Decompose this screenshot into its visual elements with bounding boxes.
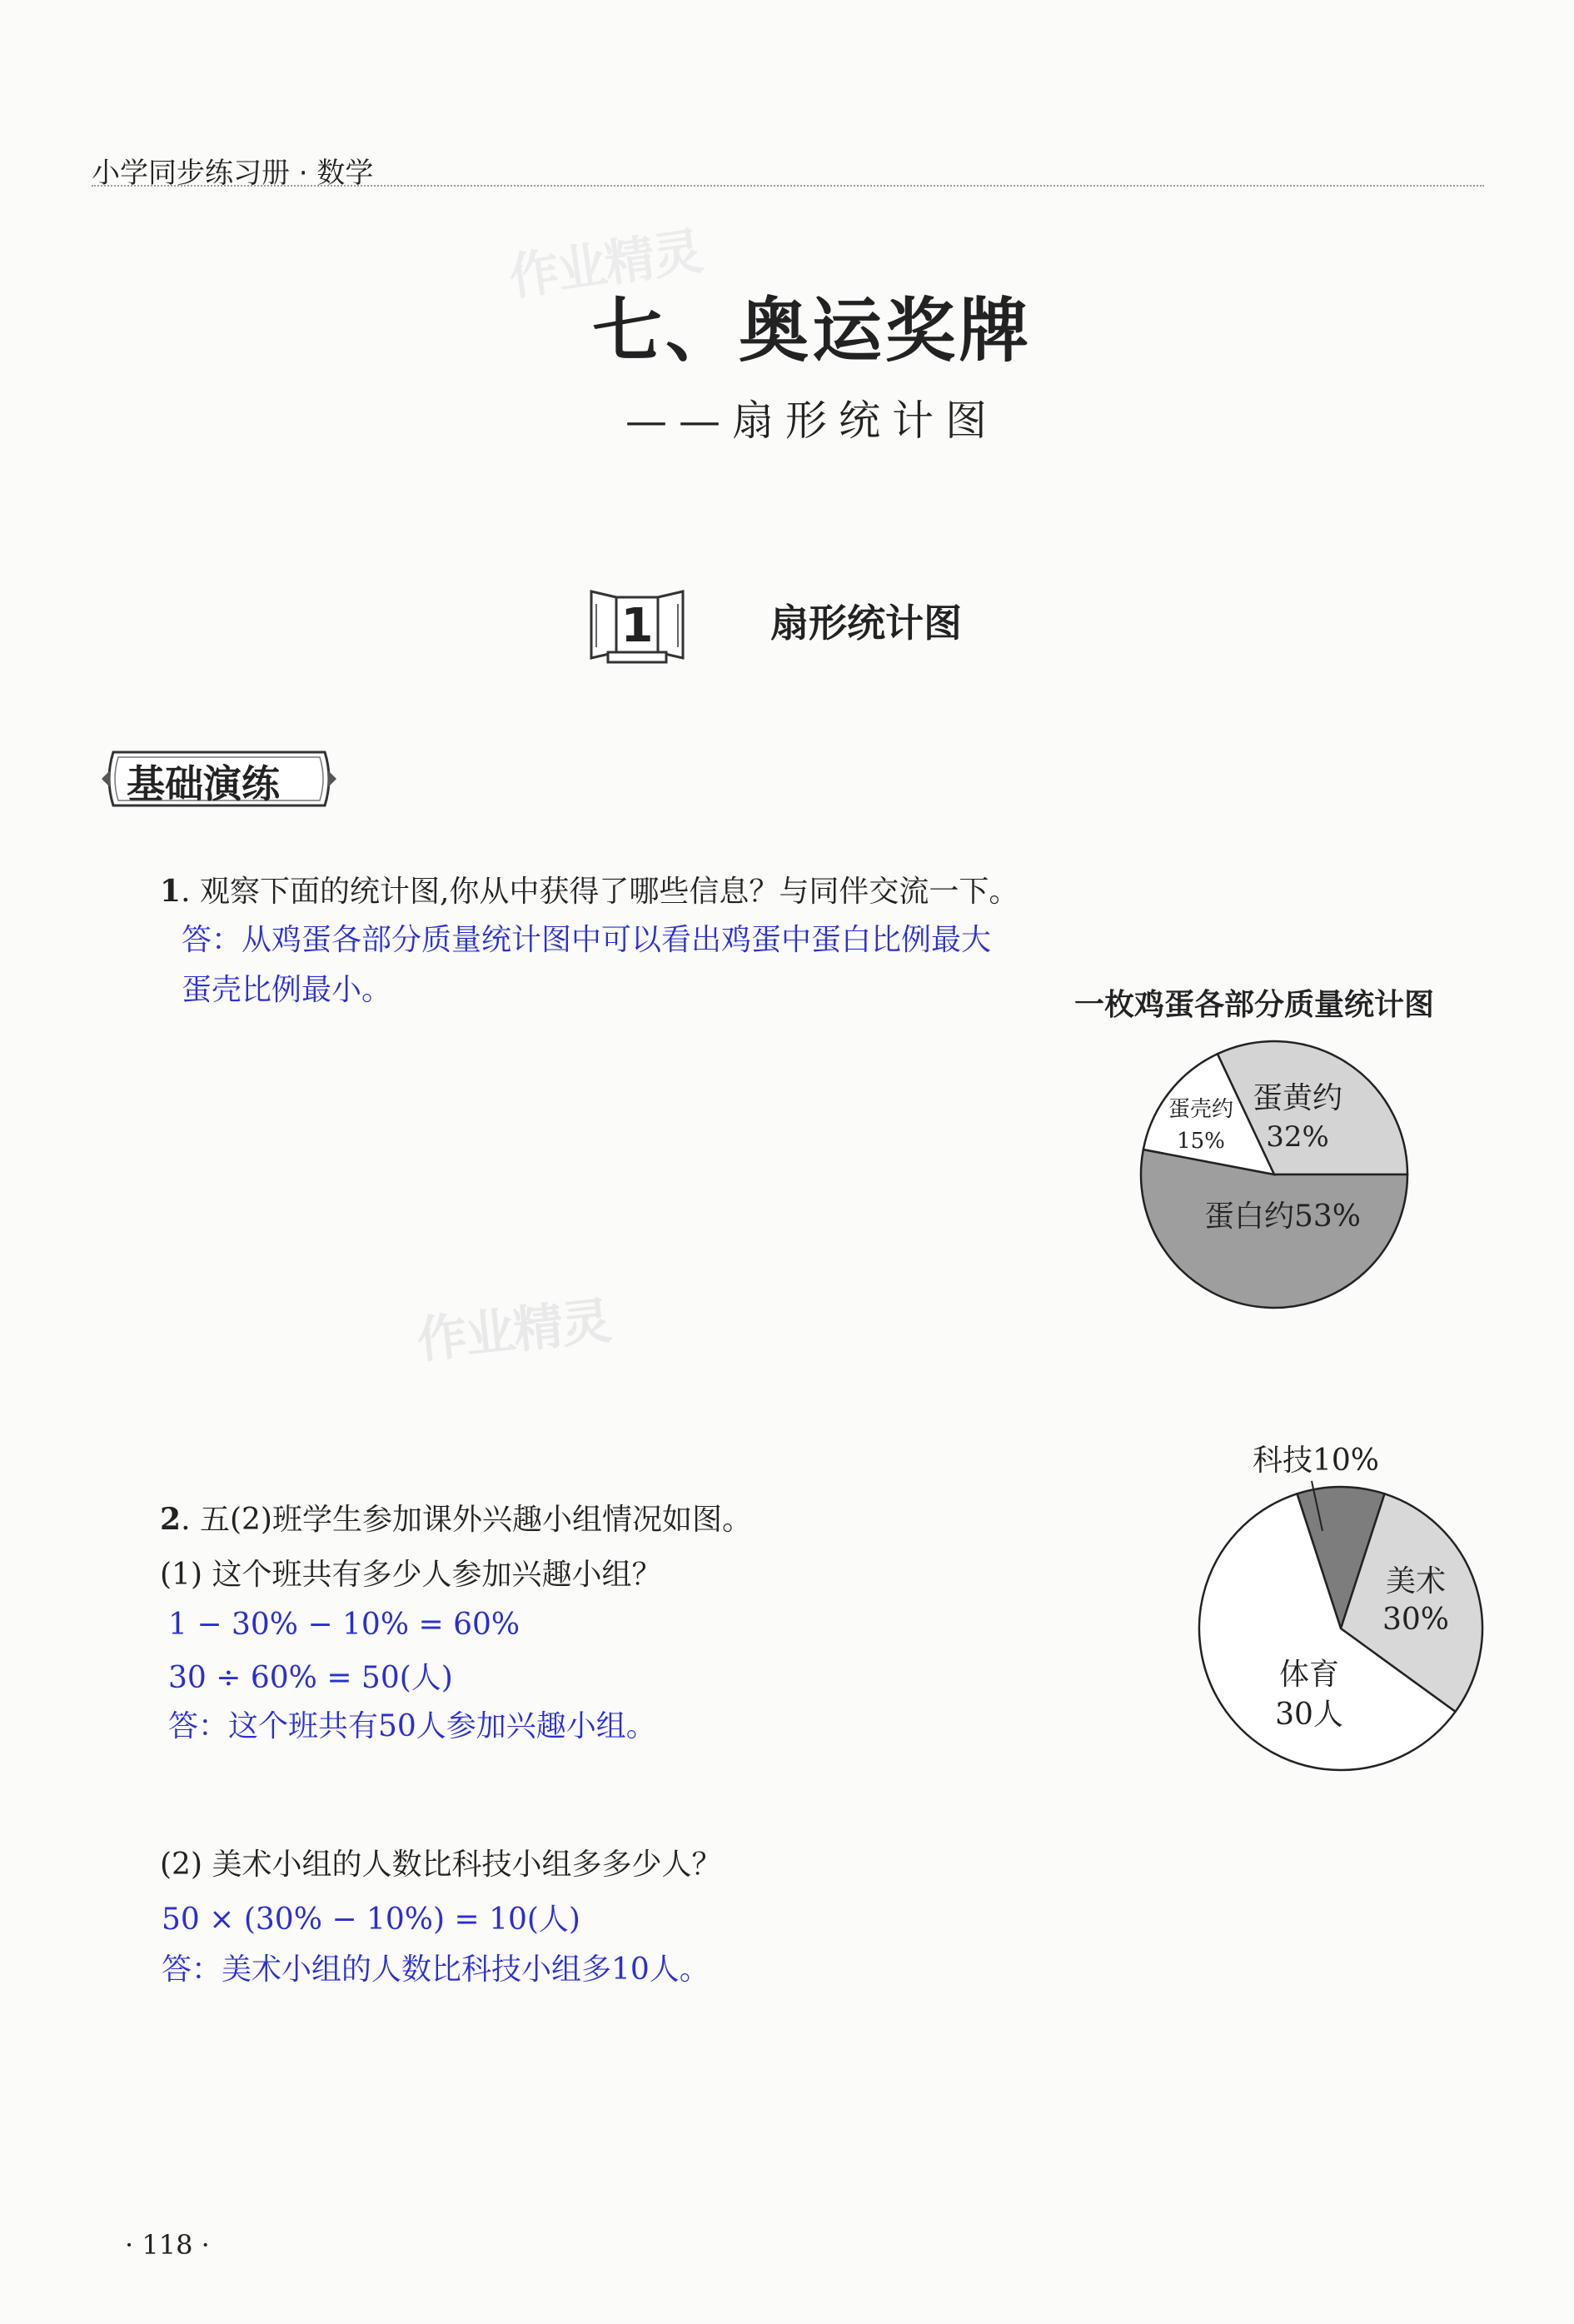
chapter-subtitle: ——扇形统计图 bbox=[625, 396, 999, 445]
section-label: 基础演练 bbox=[127, 761, 280, 806]
slice-label: 蛋黄约 bbox=[1252, 1081, 1343, 1115]
watermark: 作业精灵 bbox=[505, 222, 705, 307]
slice-value-label: 30% bbox=[1382, 1603, 1450, 1637]
slice-label: 科技10% bbox=[1252, 1444, 1380, 1478]
watermark: 作业精灵 bbox=[414, 1292, 613, 1370]
work-line: 30 ÷ 60% = 50(人) bbox=[168, 1661, 453, 1695]
question-text: 五(2)班学生参加课外兴趣小组情况如图。 bbox=[199, 1503, 752, 1537]
slice-label: 蛋壳约 bbox=[1168, 1097, 1234, 1122]
question-text: 观察下面的统计图,你从中获得了哪些信息？与同伴交流一下。 bbox=[199, 875, 1019, 909]
slice-value-label: 30人 bbox=[1275, 1698, 1343, 1732]
chart-title: 一枚鸡蛋各部分质量统计图 bbox=[1074, 988, 1435, 1022]
work-line: 1 − 30% − 10% = 60% bbox=[168, 1608, 521, 1642]
lesson-title: 扇形统计图 bbox=[770, 601, 962, 646]
question-1: 1. 观察下面的统计图,你从中获得了哪些信息？与同伴交流一下。 bbox=[160, 874, 1019, 909]
lesson-number: 1 bbox=[620, 599, 654, 653]
page-number: · 118 · bbox=[125, 2229, 210, 2261]
slice-label: 体育 bbox=[1278, 1658, 1340, 1692]
answer-line: 答：从鸡蛋各部分质量统计图中可以看出鸡蛋中蛋白比例最大 bbox=[182, 923, 992, 957]
answer-line: 答：美术小组的人数比科技小组多10人。 bbox=[162, 1952, 710, 1987]
answer-line: 蛋壳比例最小。 bbox=[182, 973, 392, 1007]
question-number: 1 bbox=[160, 874, 182, 909]
pie-chart-egg bbox=[1133, 1033, 1416, 1316]
question-number: 2 bbox=[160, 1502, 182, 1537]
slice-value-label: 32% bbox=[1266, 1120, 1329, 1154]
pie-chart-interest-groups bbox=[1183, 1433, 1499, 1783]
sub-question: (1) 这个班共有多少人参加兴趣小组？ bbox=[160, 1558, 662, 1592]
running-header: 小学同步练习册 · 数学 bbox=[92, 157, 374, 190]
slice-label: 美术 bbox=[1385, 1564, 1447, 1598]
sub-question: (2) 美术小组的人数比科技小组多多少人？ bbox=[160, 1848, 722, 1882]
slice-label: 蛋白约53% bbox=[1203, 1199, 1362, 1234]
header-divider bbox=[92, 185, 1484, 187]
question-2: 2. 五(2)班学生参加课外兴趣小组情况如图。 bbox=[160, 1502, 752, 1537]
answer-line: 答：这个班共有50人参加兴趣小组。 bbox=[168, 1709, 656, 1743]
window-icon bbox=[583, 579, 691, 671]
chapter-title: 七、奥运奖牌 bbox=[591, 289, 1032, 372]
slice-value-label: 15% bbox=[1177, 1129, 1225, 1154]
work-line: 50 × (30% − 10%) = 10(人) bbox=[162, 1903, 580, 1937]
